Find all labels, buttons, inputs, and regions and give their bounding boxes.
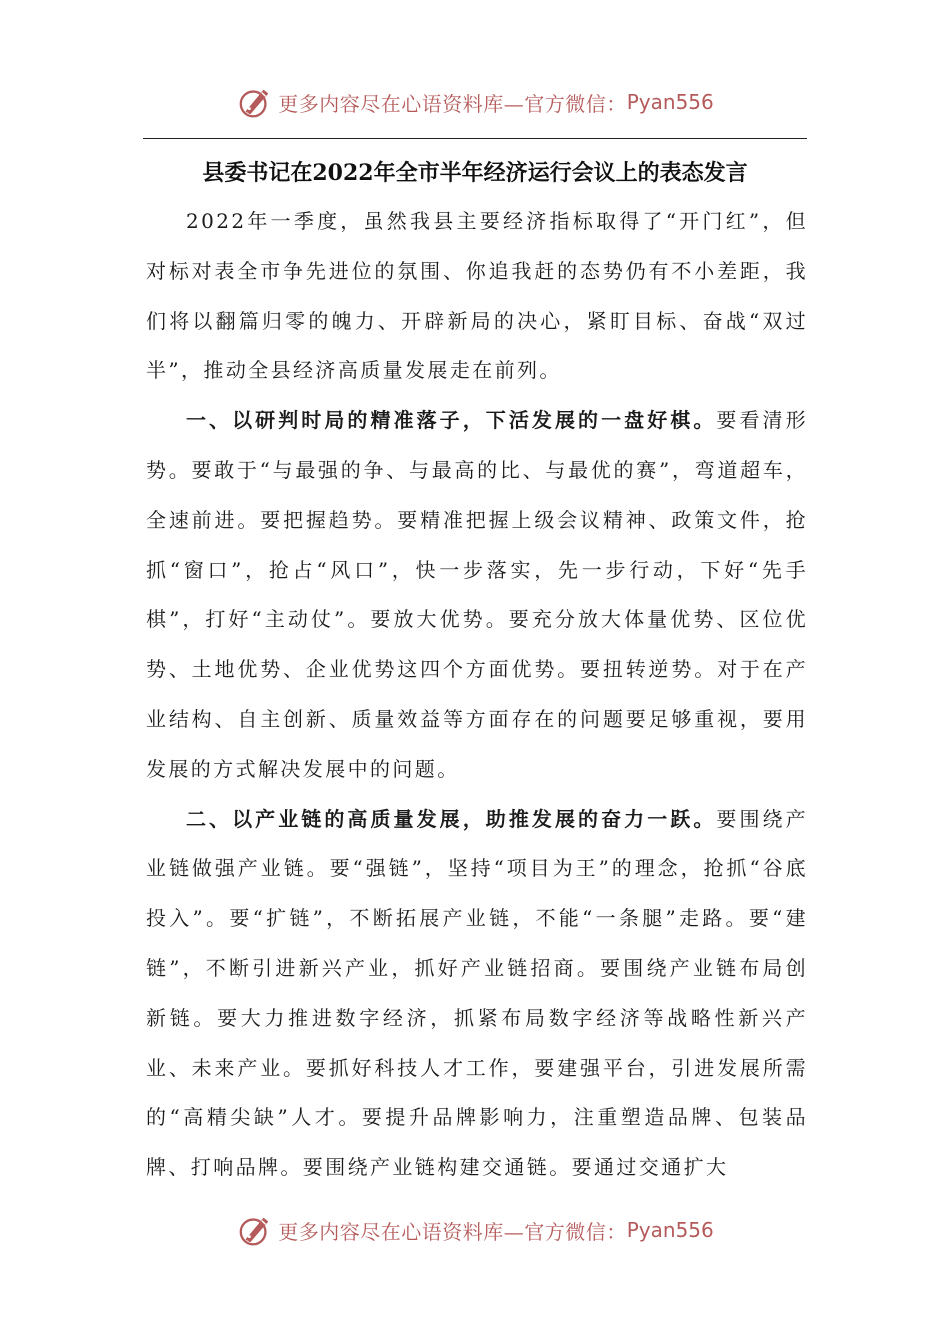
pen-nib-circle-icon <box>236 83 274 121</box>
watermark-text: 更多内容尽在心语资料库—官方微信： <box>278 91 627 116</box>
paragraph-heading: 一、以研判时局的精准落子，下活发展的一盘好棋。 <box>186 408 717 433</box>
paragraph-body: 要围绕产业链做强产业链。要“强链”，坚持“项目为王”的理念，抢抓“谷底投入”。要“扩链”，不断拓展产业链，不能“一条腿”走路。要“建链”，不断引进新兴产业，抓好产业链招商。要围绕产业链布局创新链。要大力推进数字经济，抓紧布局数字经济等战略性新兴产业、未来产业。要抓好科技人才工作，要建强平台，引进发展所需的“高精尖缺”人才。要提升品牌影响力，注重塑造品牌、包装品牌、打响品牌。要围绕产业链构建交通链。要通过交通扩大 <box>146 806 808 1180</box>
paragraph-section-1 <box>146 396 808 794</box>
watermark-wechat-id: Pyan556 <box>626 90 714 114</box>
paragraph-body: 要看清形势。要敢于“与最强的争、与最高的比、与最优的赛”，弯道超车，全速前进。要把握趋势。要精准把握上级会议精神、政策文件，抢抓“窗口”，抢占“风口”，快一步落实，先一步行动，下好“先手棋”，打好“主动仗”。要放大优势。要充分放大体量优势、区位优势、土地优势、企业优势这四个方面优势。要扭转逆势。对于在产业结构、自主创新、质量效益等方面存在的问题要足够重视，要用发展的方式解决发展中的问题。 <box>146 408 808 781</box>
paragraph-intro <box>146 197 808 396</box>
document-body <box>146 197 808 1193</box>
watermark-footer <box>0 1208 950 1252</box>
pen-nib-circle-icon <box>236 1211 274 1249</box>
document-title: 县委书记在2022年全市半年经济运行会议上的表态发言 <box>202 160 748 186</box>
paragraph-section-2 <box>146 795 808 1193</box>
paragraph-body: 2022年一季度，虽然我县主要经济指标取得了“开门红”，但对标对表全市争先进位的氛围、你追我赶的态势仍有不小差距，我们将以翻篇归零的魄力、开辟新局的决心，紧盯目标、奋战“双过半”，推动全县经济高质量发展走在前列。 <box>146 209 808 383</box>
watermark-header <box>0 80 950 124</box>
header-divider <box>143 138 807 139</box>
paragraph-heading: 二、以产业链的高质量发展，助推发展的奋力一跃。 <box>186 806 717 831</box>
watermark-wechat-id: Pyan556 <box>626 1218 714 1242</box>
watermark-text: 更多内容尽在心语资料库—官方微信： <box>278 1219 627 1244</box>
